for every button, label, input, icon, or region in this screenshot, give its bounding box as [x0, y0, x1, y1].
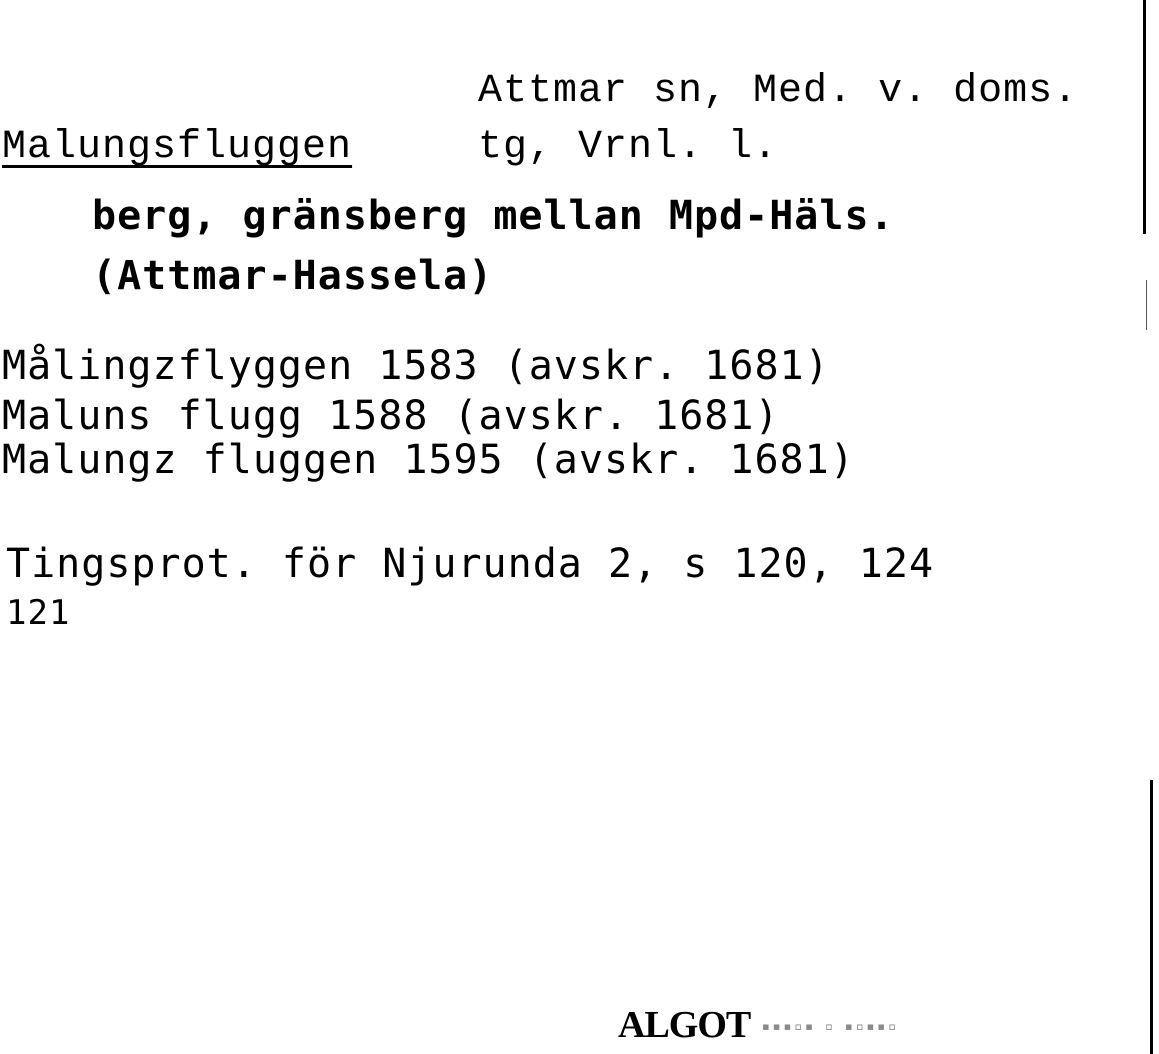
description-line-1: berg, gränsberg mellan Mpd-Häls.: [92, 193, 895, 239]
location-line-1: Attmar sn, Med. v. doms.: [478, 69, 1079, 114]
location-line-2: tg, Vrnl. l.: [478, 125, 779, 170]
source-reference-line-1: Tingsprot. för Njurunda 2, s 120, 124: [6, 541, 935, 587]
headword: Malungsfluggen: [2, 125, 353, 170]
card-edge-line-top: [1143, 0, 1146, 234]
historical-form-2: Maluns flugg 1588 (avskr. 1681): [2, 393, 780, 439]
description-line-2: (Attmar-Hassela): [92, 253, 494, 299]
card-edge-line-middle: [1146, 280, 1147, 330]
historical-form-1: Målingzflyggen 1583 (avskr. 1681): [2, 343, 830, 389]
card-edge-line-bottom: [1150, 780, 1153, 1054]
source-reference-line-2: 121: [6, 593, 71, 633]
archive-stamp: ALGOT: [618, 1004, 751, 1046]
historical-form-3: Malungz fluggen 1595 (avskr. 1681): [2, 437, 855, 483]
archive-stamp-faded-mark: ▪▪▪▫▪ ▫ ▪▫▪▪▫: [762, 1014, 900, 1039]
